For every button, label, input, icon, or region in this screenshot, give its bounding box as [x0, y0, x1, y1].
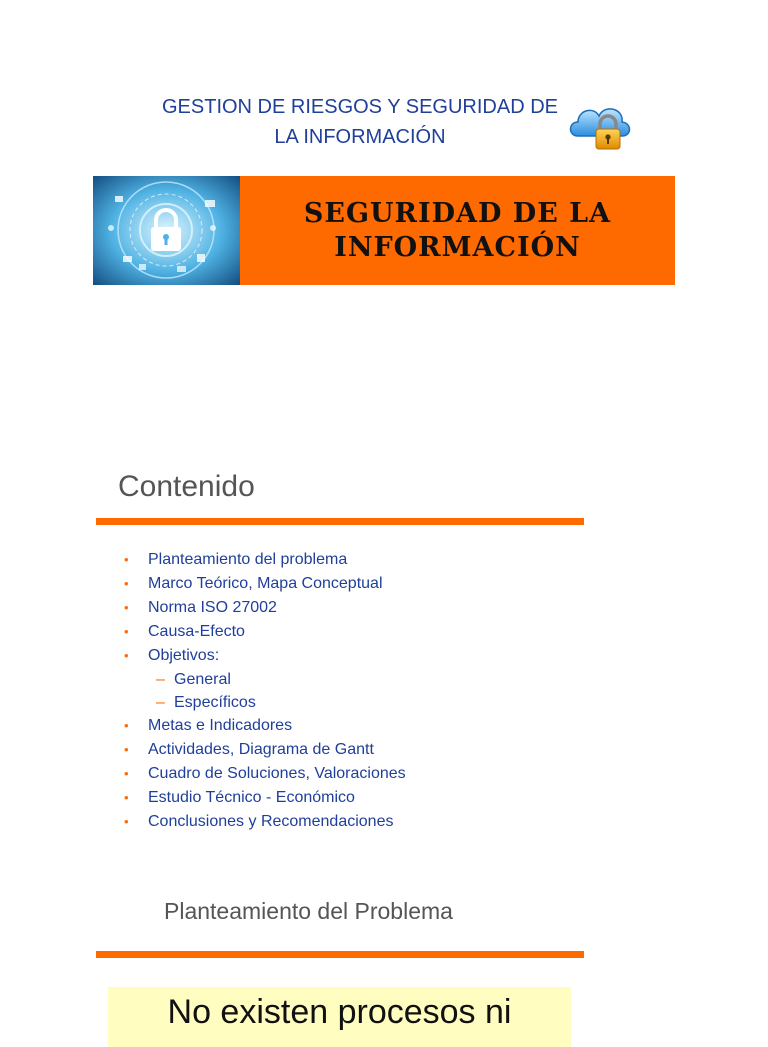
planteamiento-heading: Planteamiento del Problema — [164, 898, 453, 924]
list-item-label: Cuadro de Soluciones, Valoraciones — [148, 765, 406, 782]
sub-list-item — [124, 691, 406, 714]
list-item — [124, 620, 406, 644]
bullet-icon: • — [124, 624, 129, 639]
list-item-label: Marco Teórico, Mapa Conceptual — [148, 575, 383, 592]
list-item — [124, 572, 406, 596]
list-item — [124, 714, 406, 738]
banner-line-1: SEGURIDAD DE LA — [303, 197, 612, 229]
problem-statement-text: No existen procesos ni — [167, 993, 512, 1031]
list-item-label: Objetivos: — [148, 647, 220, 664]
list-item — [124, 786, 406, 810]
list-item-label: Actividades, Diagrama de Gantt — [148, 741, 374, 758]
title-line-1: GESTION DE RIESGOS Y SEGURIDAD DE — [161, 96, 558, 118]
list-item — [124, 548, 406, 572]
dash-bullet-icon: – — [156, 694, 165, 711]
bullet-icon: • — [124, 742, 129, 757]
list-item — [124, 596, 406, 620]
bullet-icon: • — [124, 552, 129, 567]
title-banner — [93, 176, 675, 285]
problem-statement-box — [108, 987, 571, 1047]
bullet-icon: • — [124, 718, 129, 733]
list-item — [124, 810, 406, 834]
list-item-label: Estudio Técnico - Económico — [148, 789, 355, 806]
list-item-label: Norma ISO 27002 — [148, 599, 277, 616]
section-divider — [96, 518, 584, 525]
list-item — [124, 644, 406, 668]
bullet-icon: • — [124, 790, 129, 805]
bullet-icon: • — [124, 648, 129, 663]
bullet-icon: • — [124, 766, 129, 781]
bullet-icon: • — [124, 600, 129, 615]
cloud-lock-icon — [566, 96, 632, 156]
title-line-2: LA INFORMACIÓN — [274, 126, 446, 148]
list-item-label: General — [174, 671, 231, 688]
list-item-label: Planteamiento del problema — [148, 551, 348, 568]
list-item — [124, 762, 406, 786]
bullet-icon: • — [124, 576, 129, 591]
dash-bullet-icon: – — [156, 671, 165, 688]
list-item-label: Metas e Indicadores — [148, 717, 293, 734]
banner-line-2: INFORMACIÓN — [334, 231, 581, 263]
banner-title — [240, 176, 675, 285]
list-item — [124, 738, 406, 762]
section-divider — [96, 951, 584, 958]
contenido-heading: Contenido — [118, 470, 255, 503]
list-item-label: Conclusiones y Recomendaciones — [148, 813, 394, 830]
security-banner-image — [93, 176, 240, 285]
sub-list-item — [124, 668, 406, 691]
list-item-label: Específicos — [174, 694, 256, 711]
page-title — [140, 92, 580, 152]
contents-list — [124, 548, 406, 834]
bullet-icon: • — [124, 814, 129, 829]
list-item-label: Causa-Efecto — [148, 623, 245, 640]
